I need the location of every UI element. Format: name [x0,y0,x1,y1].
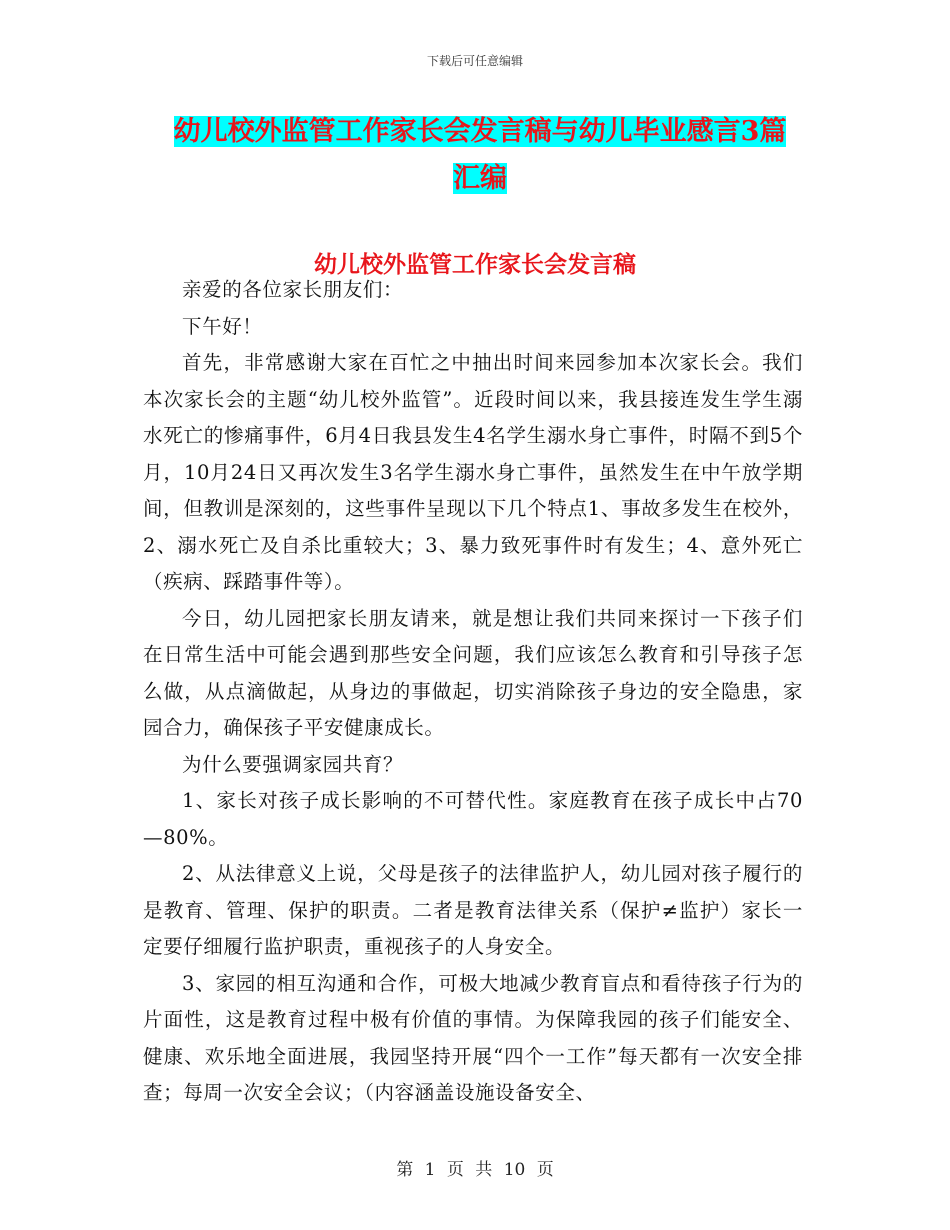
section-title: 幼儿校外监管工作家长会发言稿 [314,251,636,278]
paragraph-intro: 首先，非常感谢大家在百忙之中抽出时间来园参加本次家长会。我们本次家长会的主题“幼儿校外监管”。近段时间以来，我县接连发生学生溺水死亡的惨痛事件，6月4日我县发生4名学生溺水身亡事件，时隔不到5个月，10月24日又再次发生3名学生溺水身亡事件，虽然发生在中午放学期间，但教训是深刻的，这些事件呈现以下几个特点1、事故多发生在校外，2、溺水死亡及自杀比重较大；3、暴力致死事件时有发生；4、意外死亡（疾病、踩踏事件等）。 [143,351,803,593]
paragraph-greeting: 亲爱的各位家长朋友们： [182,278,404,301]
paragraph-point-3: 3、家园的相互沟通和合作，可极大地减少教育盲点和看待孩子行为的片面性，这是教育过程中极有价值的事情。为保障我园的孩子们能安全、健康、欢乐地全面进展，我园坚持开展“四个一工作”每天都有一次安全排查；每周一次安全会议；（内容涵盖设施设备安全、 [143,971,803,1104]
document-title [145,108,815,202]
paragraph-point-2: 2、从法律意义上说，父母是孩子的法律监护人，幼儿园对孩子履行的是教育、管理、保护的职责。二者是教育法律关系（保护≠监护）家长一定要仔细履行监护职责，重视孩子的人身安全。 [143,862,803,958]
page-header-note: 下载后可任意编辑 [426,54,523,68]
title-line-1: 幼儿校外监管工作家长会发言稿与幼儿毕业感言3篇 [173,116,787,147]
title-line-2: 汇编 [453,163,507,194]
paragraph-purpose: 今日，幼儿园把家长朋友请来，就是想让我们共同来探讨一下孩子们在日常生活中可能会遇到那些安全问题，我们应该怎么教育和引导孩子怎么做，从点滴做起，从身边的事做起，切实消除孩子身边的安全隐患，家园合力，确保孩子平安健康成长。 [143,606,803,739]
document-body [143,272,803,1112]
paragraph-salutation: 下午好！ [182,314,263,338]
page-footer: 第 1 页 共 10 页 [396,1160,554,1180]
paragraph-question: 为什么要强调家园共育？ [182,752,404,776]
paragraph-point-1: 1、家长对孩子成长影响的不可替代性。家庭教育在孩子成长中占70—80%。 [143,789,803,849]
